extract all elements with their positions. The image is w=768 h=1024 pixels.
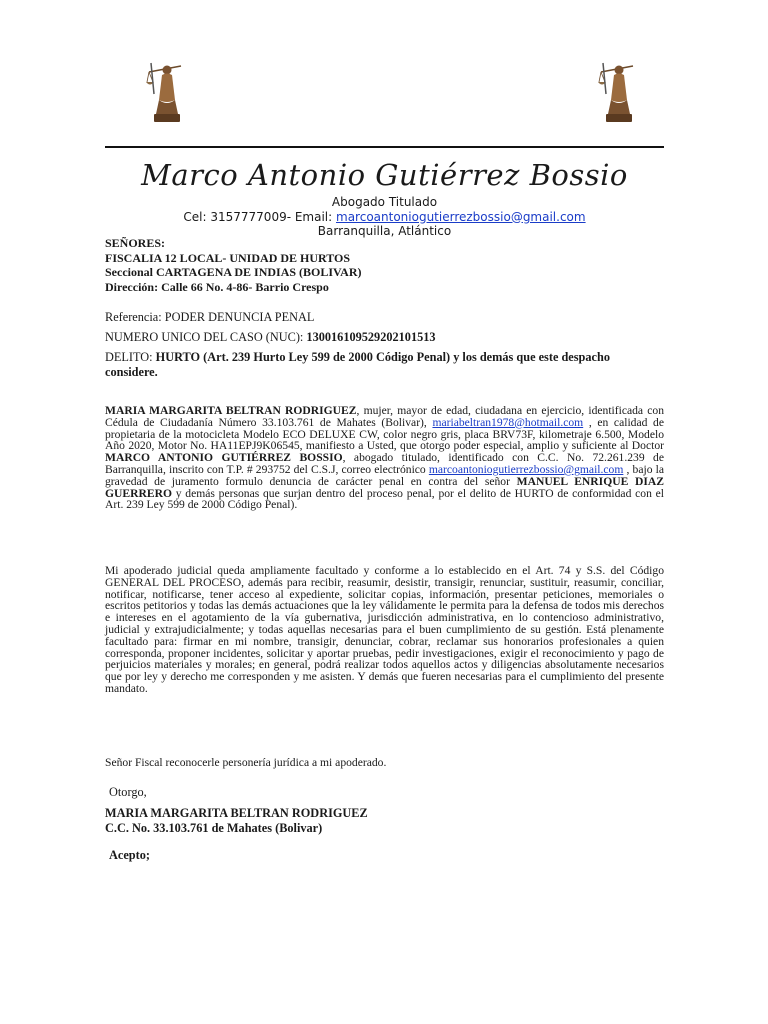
- paragraph-3: Señor Fiscal reconocerle personería jurídica a mi apoderado.: [105, 756, 387, 769]
- grantor-name: MARIA MARGARITA BELTRAN RODRIGUEZ: [105, 404, 357, 417]
- delito-value: HURTO (Art. 239 Hurto Ley 599 de 2000 Código Penal) y los demás que este despacho considere.: [105, 350, 610, 379]
- addressee-line-1: SEÑORES:: [105, 236, 166, 250]
- email-link[interactable]: marcoantoniogutierrezbossio@gmail.com: [336, 209, 586, 224]
- title-line: Abogado Titulado: [331, 195, 438, 209]
- nuc-value: 130016109529202101513: [306, 330, 436, 344]
- p1-text-b: , en calidad de propietaria de la motocicleta Modelo ECO DELUXE CW, color negro gris, placa BRV73F, kilometraje 6.500, Modelo Año 2020, Motor No. HA11EPJ9K06545, manifiesto a Usted, que otorgo poder especial, amplio y suficiente al Doctor: [105, 415, 664, 453]
- lawyer-name-bold: MARCO ANTONIO GUTIÉRREZ BOSSIO: [105, 451, 343, 465]
- paragraph-1: [105, 405, 664, 511]
- addressee-line-3: Seccional CARTAGENA DE INDIAS (BOLIVAR): [105, 265, 362, 280]
- nuc-label: NUMERO UNICO DEL CASO (NUC):: [105, 330, 307, 344]
- lawyer-email-link[interactable]: marcoantoniogutierrezbossio@gmail.com: [428, 462, 624, 476]
- grantor-email-link[interactable]: mariabeltran1978@hotmail.com: [432, 415, 584, 429]
- reference-label: Referencia:: [105, 310, 162, 324]
- nuc-line: [105, 330, 664, 345]
- cel-label: Cel: 3157777009- Email:: [183, 209, 337, 224]
- accused-name: MANUEL ENRIQUE DIAZ GUERRERO: [105, 474, 664, 500]
- p1-text-a: , mujer, mayor de edad, ciudadana en ejercicio, identificada con Cédula de Ciudadanía Número 33.103.761 de Mahates (Bolivar),: [105, 404, 664, 429]
- delito-line: [105, 350, 664, 380]
- justice-statue-icon: [145, 58, 185, 124]
- contact-block: [105, 195, 664, 239]
- contact-line: [105, 210, 664, 225]
- addressee-line-4: Dirección: Calle 66 No. 4-86- Barrio Crespo: [105, 279, 329, 294]
- addressee-line-2: FISCALIA 12 LOCAL- UNIDAD DE HURTOS: [105, 250, 351, 265]
- city-line: Barranquilla, Atlántico: [317, 224, 452, 238]
- paragraph-2: Mi apoderado judicial queda ampliamente facultado y conforme a lo establecido en el Art. 74 y S.S. del Código GENERAL DEL PROCESO, además para recibir, reasumir, desistir, transigir, renunciar, sustituir, reasumir, conciliar, notificar, notificarse, tener acceso al expediente, solicitar copias, información, presentar peticiones, memoriales o escritos petitorios y todas las demás actuaciones que la ley válidamente le permita para la defensa de todos mis derechos e intereses en el agotamiento de la vía gubernativa, jurisdicción administrativa, en lo contencioso administrativo, judicial y extrajudicialmente; y todas aquellas necesarias para el buen cumplimiento de su gestión. Está plenamente facultado para: firmar en mi nombre, transigir, denunciar, cobrar, reclamar sus honorarios profesionales a quien corresponda, proponer incidentes, solicitar y aportar pruebas, pedir investigaciones, exigir el reconocimiento y pago de perjuicios materiales y morales; en general, podrá realizar todos aquellos actos y diligencias absolutamente necesarios que por ley y derecho me corresponden y me asisten. Y demás que fueren necesarias para el cumplimiento del presente mandato.: [105, 564, 664, 695]
- p1-text-e: y demás personas que surjan dentro del proceso penal, por el delito de HURTO de conformidad con el Art. 239 Ley 599 de 2000 Código Penal).: [105, 486, 664, 512]
- p1-text-d: , bajo la gravedad de juramento formulo denuncia de carácter penal en contra del señor: [105, 462, 664, 488]
- p1-text-c: , abogado titulado, identificado con C.C. No. 72.261.239 de Barranquilla, inscrito con T.P. # 293752 del C.S.J, correo electrónico: [105, 451, 664, 476]
- signer-id: C.C. No. 33.103.761 de Mahates (Bolivar): [105, 821, 323, 835]
- reference-line: [105, 310, 664, 325]
- acepto-label: Acepto;: [109, 848, 150, 862]
- signer-name: MARIA MARGARITA BELTRAN RODRIGUEZ: [105, 806, 368, 820]
- header-divider: [105, 146, 664, 148]
- lawyer-name-heading: Marco Antonio Gutiérrez Bossio: [141, 158, 628, 192]
- otorgo-label: Otorgo,: [109, 785, 147, 799]
- addressee-block: [105, 236, 664, 294]
- reference-value: PODER DENUNCIA PENAL: [161, 310, 315, 324]
- delito-label: DELITO:: [105, 350, 153, 364]
- justice-statue-icon: [597, 58, 637, 124]
